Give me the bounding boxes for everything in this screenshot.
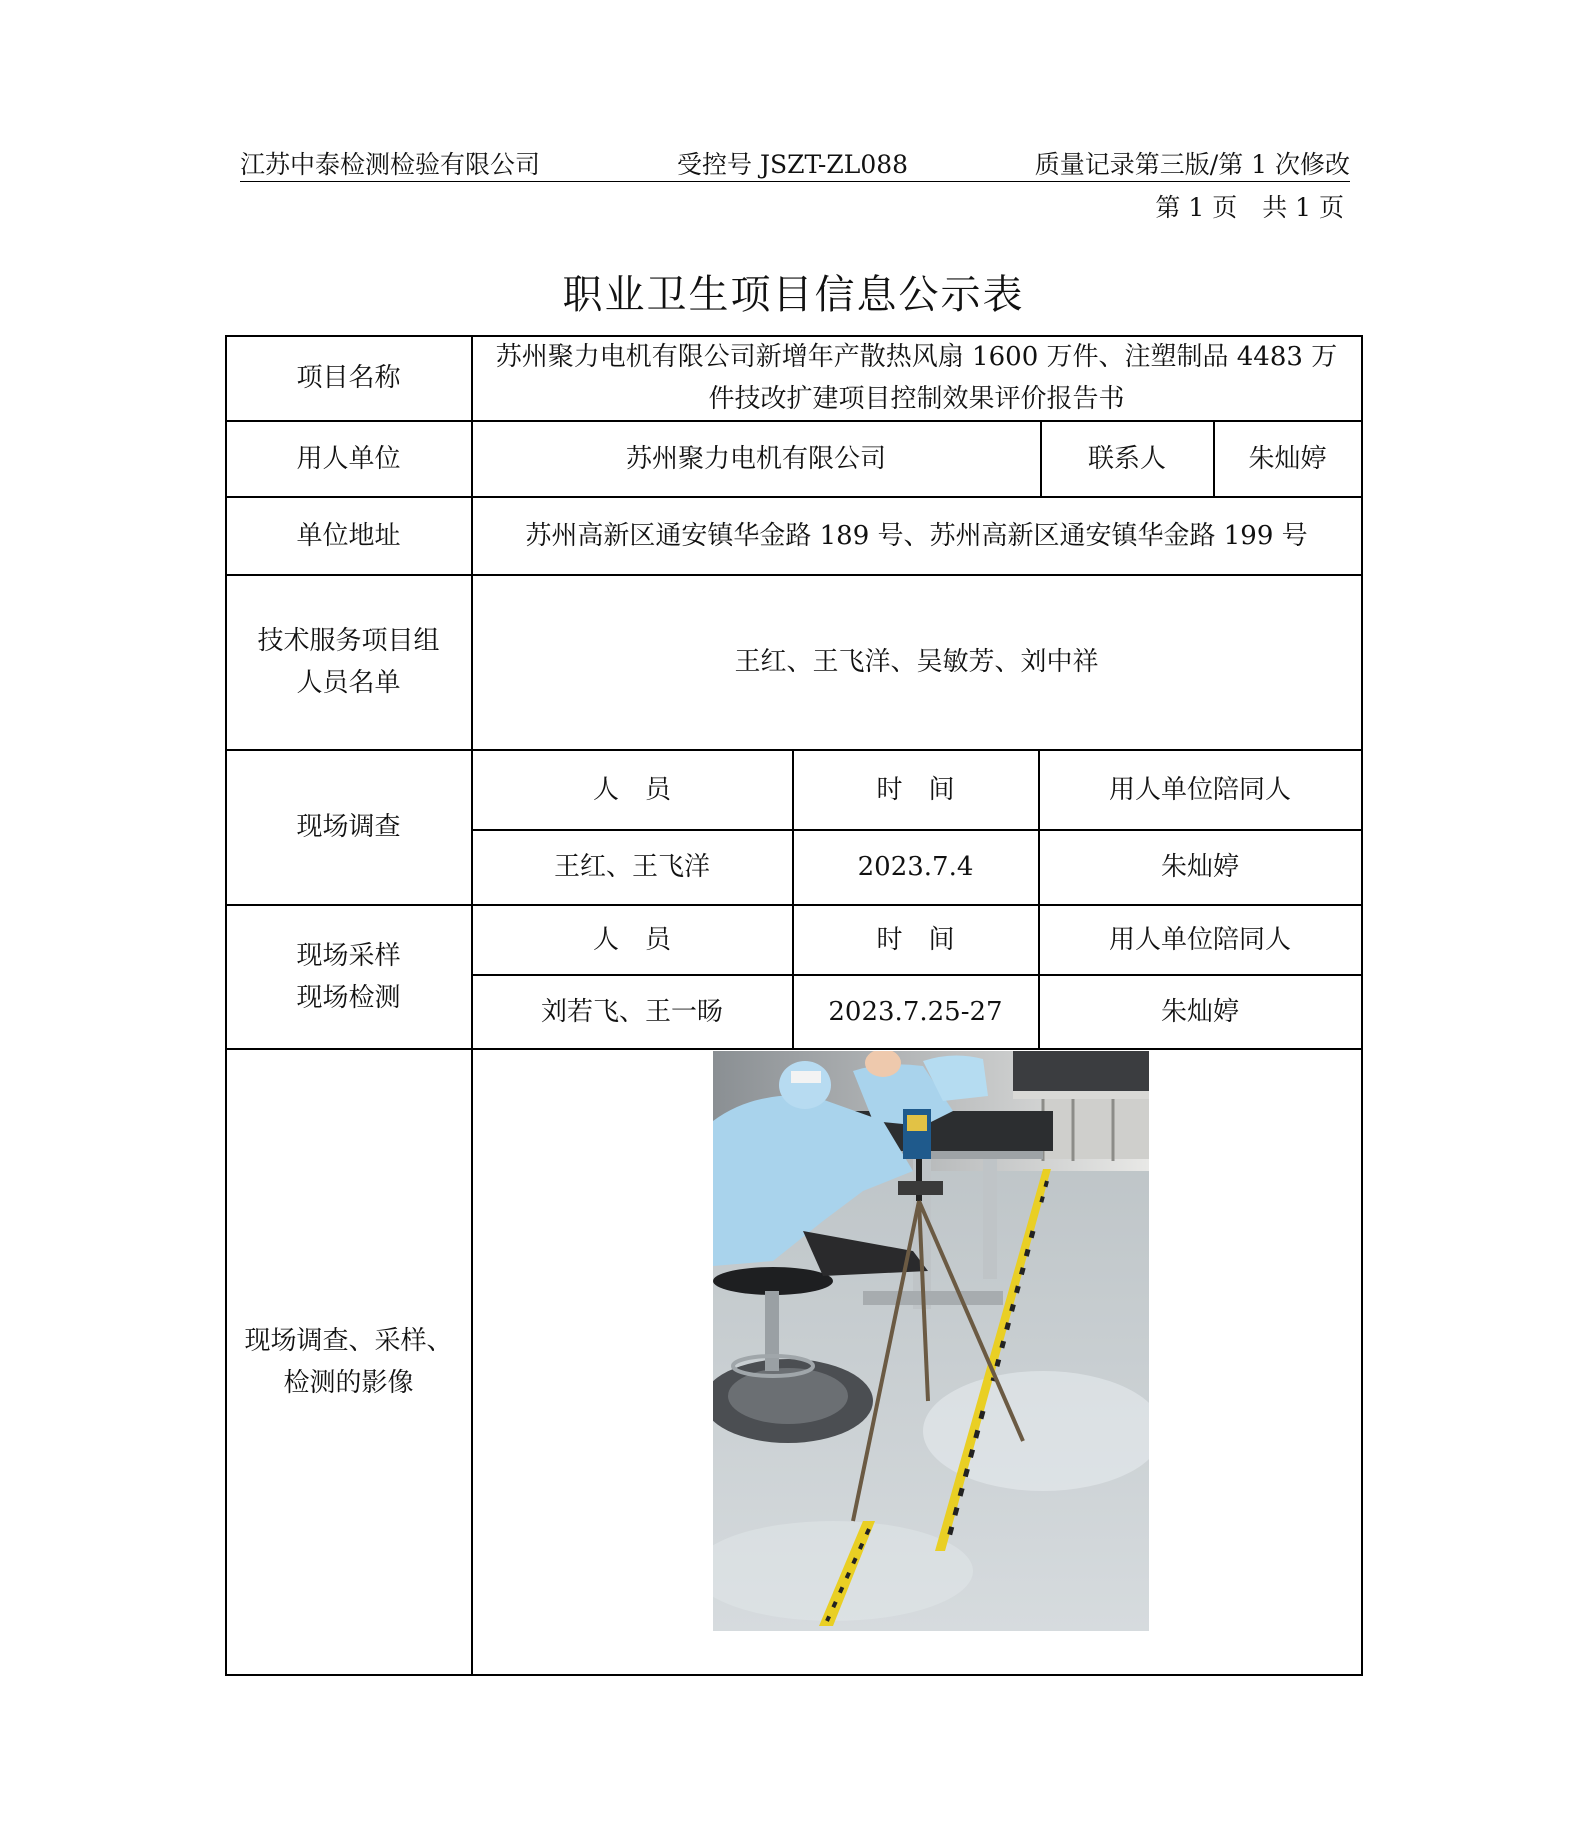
contact-value: 朱灿婷 bbox=[1248, 443, 1327, 474]
sampling-label bbox=[226, 905, 471, 1048]
project-name-value bbox=[472, 336, 1361, 420]
survey-header-escort: 用人单位陪同人 bbox=[1108, 774, 1291, 805]
employer-label: 用人单位 bbox=[296, 443, 401, 474]
team-label bbox=[226, 575, 471, 749]
survey-escort: 朱灿婷 bbox=[1160, 852, 1239, 882]
survey-label: 现场调查 bbox=[296, 812, 401, 842]
header-control-number: 受控号 JSZT-ZL088 bbox=[677, 150, 909, 179]
team-label-line-1: 技术服务项目组 bbox=[257, 626, 440, 656]
sampling-label-line-1: 现场采样 bbox=[296, 940, 401, 971]
project-name-line-1: 苏州聚力电机有限公司新增年产散热风扇 1600 万件、注塑制品 4483 万 bbox=[495, 342, 1338, 372]
sampling-header-time: 时 间 bbox=[876, 924, 955, 955]
image-label-line-2: 检测的影像 bbox=[283, 1367, 414, 1398]
site-photo bbox=[713, 1051, 1149, 1631]
sampling-personnel: 刘若飞、王一旸 bbox=[540, 996, 723, 1027]
survey-header-personnel: 人 员 bbox=[592, 774, 671, 805]
header-quality-record: 质量记录第三版/第 1 次修改 bbox=[1034, 150, 1350, 179]
employer-value: 苏州聚力电机有限公司 bbox=[625, 443, 886, 474]
page-header bbox=[240, 145, 1350, 182]
survey-date: 2023.7.4 bbox=[857, 852, 974, 882]
sampling-label-line-2: 现场检测 bbox=[296, 982, 401, 1013]
sampling-header-personnel: 人 员 bbox=[592, 924, 671, 955]
project-name-label: 项目名称 bbox=[296, 363, 401, 393]
image-label-line-1: 现场调查、采样、 bbox=[244, 1325, 453, 1356]
survey-header-time: 时 间 bbox=[876, 774, 955, 805]
address-value: 苏州高新区通安镇华金路 189 号、苏州高新区通安镇华金路 199 号 bbox=[525, 520, 1308, 551]
header-company: 江苏中泰检测检验有限公司 bbox=[240, 150, 541, 179]
sampling-date: 2023.7.25-27 bbox=[828, 996, 1003, 1027]
sampling-escort: 朱灿婷 bbox=[1160, 996, 1239, 1027]
project-name-line-2: 件技改扩建项目控制效果评价报告书 bbox=[708, 384, 1125, 414]
sampling-header-escort: 用人单位陪同人 bbox=[1108, 924, 1291, 955]
page-number: 第 1 页 共 1 页 bbox=[1155, 193, 1344, 222]
team-label-line-2: 人员名单 bbox=[296, 668, 401, 698]
document-title: 职业卫生项目信息公示表 bbox=[562, 272, 1025, 318]
image-label bbox=[226, 1049, 471, 1674]
address-label: 单位地址 bbox=[296, 520, 401, 551]
team-value: 王红、王飞洋、吴敏芳、刘中祥 bbox=[734, 647, 1099, 677]
survey-personnel: 王红、王飞洋 bbox=[553, 852, 710, 882]
contact-label: 联系人 bbox=[1087, 443, 1166, 474]
